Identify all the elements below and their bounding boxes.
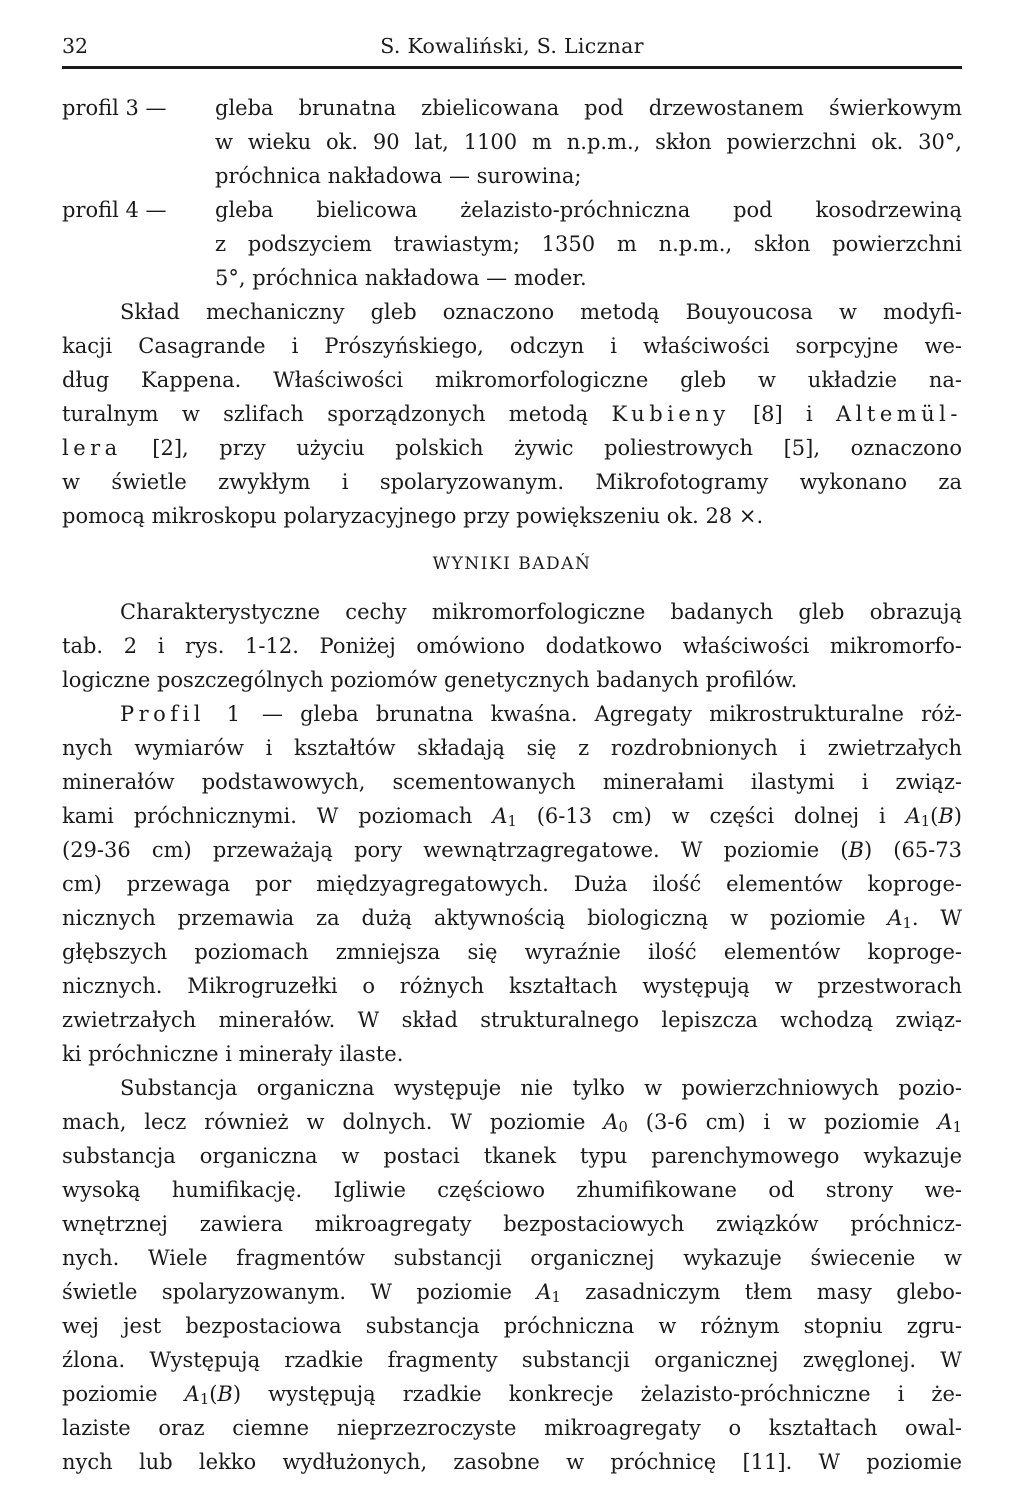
organic-line-10: [62, 1377, 962, 1411]
profile-3-line-1: gleba brunatna zbielicowana pod drzewostanem świerkowym: [215, 96, 962, 120]
methods-line-7: pomocą mikroskopu polaryzacyjnego przy powiększeniu ok. 28 ×.: [62, 504, 764, 528]
profile-3-line-3: próchnica nakładowa — surowina;: [215, 164, 582, 188]
methods-text: [2], przy użyciu polskich żywic poliestrowych [5], oznaczono: [152, 436, 962, 460]
author-name-altemuller-cont: lera: [62, 436, 122, 460]
citation: [8] i: [752, 402, 813, 426]
profil1-label: Profil 1: [120, 702, 245, 726]
profil1-line-6: cm) przewaga por międzyagregatowych. Duża ilość elementów koproge-: [62, 872, 962, 896]
organic-text: mach, lecz również w dolnych. W poziomie: [62, 1110, 586, 1134]
methods-line-1: Skład mechaniczny gleb oznaczono metodą Bouyoucosa w modyfi-: [120, 300, 962, 324]
organic-line-7: [62, 1275, 962, 1309]
profil1-text: ) (65-73: [863, 838, 962, 862]
organic-line-9: źlona. Występują rzadkie fragmenty substancji organicznej zwęglonej. W: [62, 1348, 962, 1372]
organic-line-12: nych lub lekko wydłużonych, zasobne w próchnicę [11]. W poziomie: [62, 1450, 962, 1474]
profil1-text: (6-13 cm) w części dolnej i: [536, 804, 886, 828]
methods-line-4: [62, 397, 962, 431]
profile-4-line-3: 5°, próchnica nakładowa — moder.: [215, 266, 587, 290]
running-header: [62, 28, 962, 69]
organic-text: poziomie: [62, 1382, 158, 1406]
horizon-symbol: $A_1(B)$: [184, 1382, 242, 1408]
profil1-line-7: [62, 901, 962, 935]
organic-line-6: nych. Wiele fragmentów substancji organicznej wykazuje świecenie w: [62, 1246, 962, 1270]
horizon-symbol: $A_1$: [536, 1280, 561, 1306]
organic-line-5: wnętrznej zawiera mikroagregaty bezpostaciowych związków próchnicz-: [62, 1212, 962, 1236]
methods-line-6: w świetle zwykłym i spolaryzowanym. Mikrofotogramy wykonano za: [62, 470, 962, 494]
section-heading: WYNIKI BADAŃ: [432, 554, 592, 574]
profil1-line-3: minerałów podstawowych, scementowanych minerałami ilastymi i związ-: [62, 770, 962, 794]
organic-line-1: Substancja organiczna występuje nie tylko w powierzchniowych pozio-: [120, 1076, 962, 1100]
profil1-text: (29-36 cm) przeważają pory wewnątrzagregatowe. W poziomie (: [62, 838, 849, 862]
organic-text: (3-6 cm) i w poziomie: [645, 1110, 920, 1134]
profil1-line-2: nych wymiarów i kształtów składają się z rozdrobnionych i zwietrzałych: [62, 736, 962, 760]
methods-line-2: kacji Casagrande i Prószyńskiego, odczyn i właściwości sorpcyjne we-: [62, 334, 962, 358]
profil1-text: — gleba brunatna kwaśna. Agregaty mikrostrukturalne róż-: [261, 702, 962, 726]
horizon-symbol: $A_1$: [492, 804, 517, 830]
profil1-line-8: głębszych poziomach zmniejsza się wyraźnie ilość elementów koproge-: [62, 940, 962, 964]
profile-3-label: profil 3 —: [62, 96, 167, 120]
profil1-text: nicznych przemawia za dużą aktywnością biologiczną w poziomie: [62, 906, 866, 930]
intro-line-2: tab. 2 i rys. 1-12. Poniżej omówiono dodatkowo właściwości mikromorfo-: [62, 634, 962, 658]
horizon-symbol: B: [848, 838, 864, 862]
author-name-altemuller: Altemül-: [836, 402, 962, 426]
methods-line-3: dług Kappena. Właściwości mikromorfologiczne gleb w układzie na-: [62, 368, 962, 392]
intro-line-3: logiczne poszczególnych poziomów genetycznych badanych profilów.: [62, 668, 798, 692]
organic-line-4: wysoką humifikację. Igliwie częściowo zhumifikowane od strony we-: [62, 1178, 962, 1202]
profil1-line-5: [62, 833, 962, 867]
running-title: S. Kowaliński, S. Licznar: [380, 34, 644, 58]
page-number: 32: [62, 34, 89, 58]
profil1-line-11: ki próchniczne i minerały ilaste.: [62, 1042, 404, 1066]
profile-4-label: profil 4 —: [62, 198, 167, 222]
profil1-line-1: [62, 697, 962, 731]
profil1-text: kami próchnicznymi. W poziomach: [62, 804, 473, 828]
profile-4-line-2: z podszyciem trawiastym; 1350 m n.p.m., skłon powierzchni: [215, 232, 962, 256]
profile-4-line-1: gleba bielicowa żelazisto-próchniczna pod kosodrzewiną: [215, 198, 962, 222]
intro-line-1: Charakterystyczne cechy mikromorfologiczne badanych gleb obrazują: [120, 600, 962, 624]
methods-text: turalnym w szlifach sporządzonych metodą: [62, 402, 589, 426]
profil1-line-4: [62, 799, 962, 833]
organic-text: zasadniczym tłem masy glebo-: [585, 1280, 962, 1304]
methods-line-5: [62, 431, 962, 465]
organic-text: występują rzadkie konkrecje żelazisto-próchniczne i że-: [268, 1382, 962, 1406]
horizon-symbol: $A_0$: [603, 1110, 628, 1136]
author-name-kubiena: Kubieny: [611, 402, 730, 426]
organic-line-3: substancja organiczna w postaci tkanek typu parenchymowego wykazuje: [62, 1144, 962, 1168]
organic-line-11: laziste oraz ciemne nieprzezroczyste mikroagregaty o kształtach owal-: [62, 1416, 962, 1440]
horizon-symbol: $A_1$. W: [887, 906, 962, 932]
organic-text: świetle spolaryzowanym. W poziomie: [62, 1280, 512, 1304]
horizon-symbol: $A_1$: [937, 1110, 962, 1136]
profile-3-line-2: w wieku ok. 90 lat, 1100 m n.p.m., skłon powierzchni ok. 30°,: [215, 130, 962, 154]
profil1-line-9: nicznych. Mikrogruzełki o różnych kształtach występują w przestworach: [62, 974, 962, 998]
organic-line-2: [62, 1105, 962, 1139]
organic-line-8: wej jest bezpostaciowa substancja próchniczna w różnym stopniu zgru-: [62, 1314, 962, 1338]
horizon-symbol: $A_1(B)$: [905, 804, 962, 830]
profil1-line-10: zwietrzałych minerałów. W skład strukturalnego lepiszcza wchodzą związ-: [62, 1008, 962, 1032]
